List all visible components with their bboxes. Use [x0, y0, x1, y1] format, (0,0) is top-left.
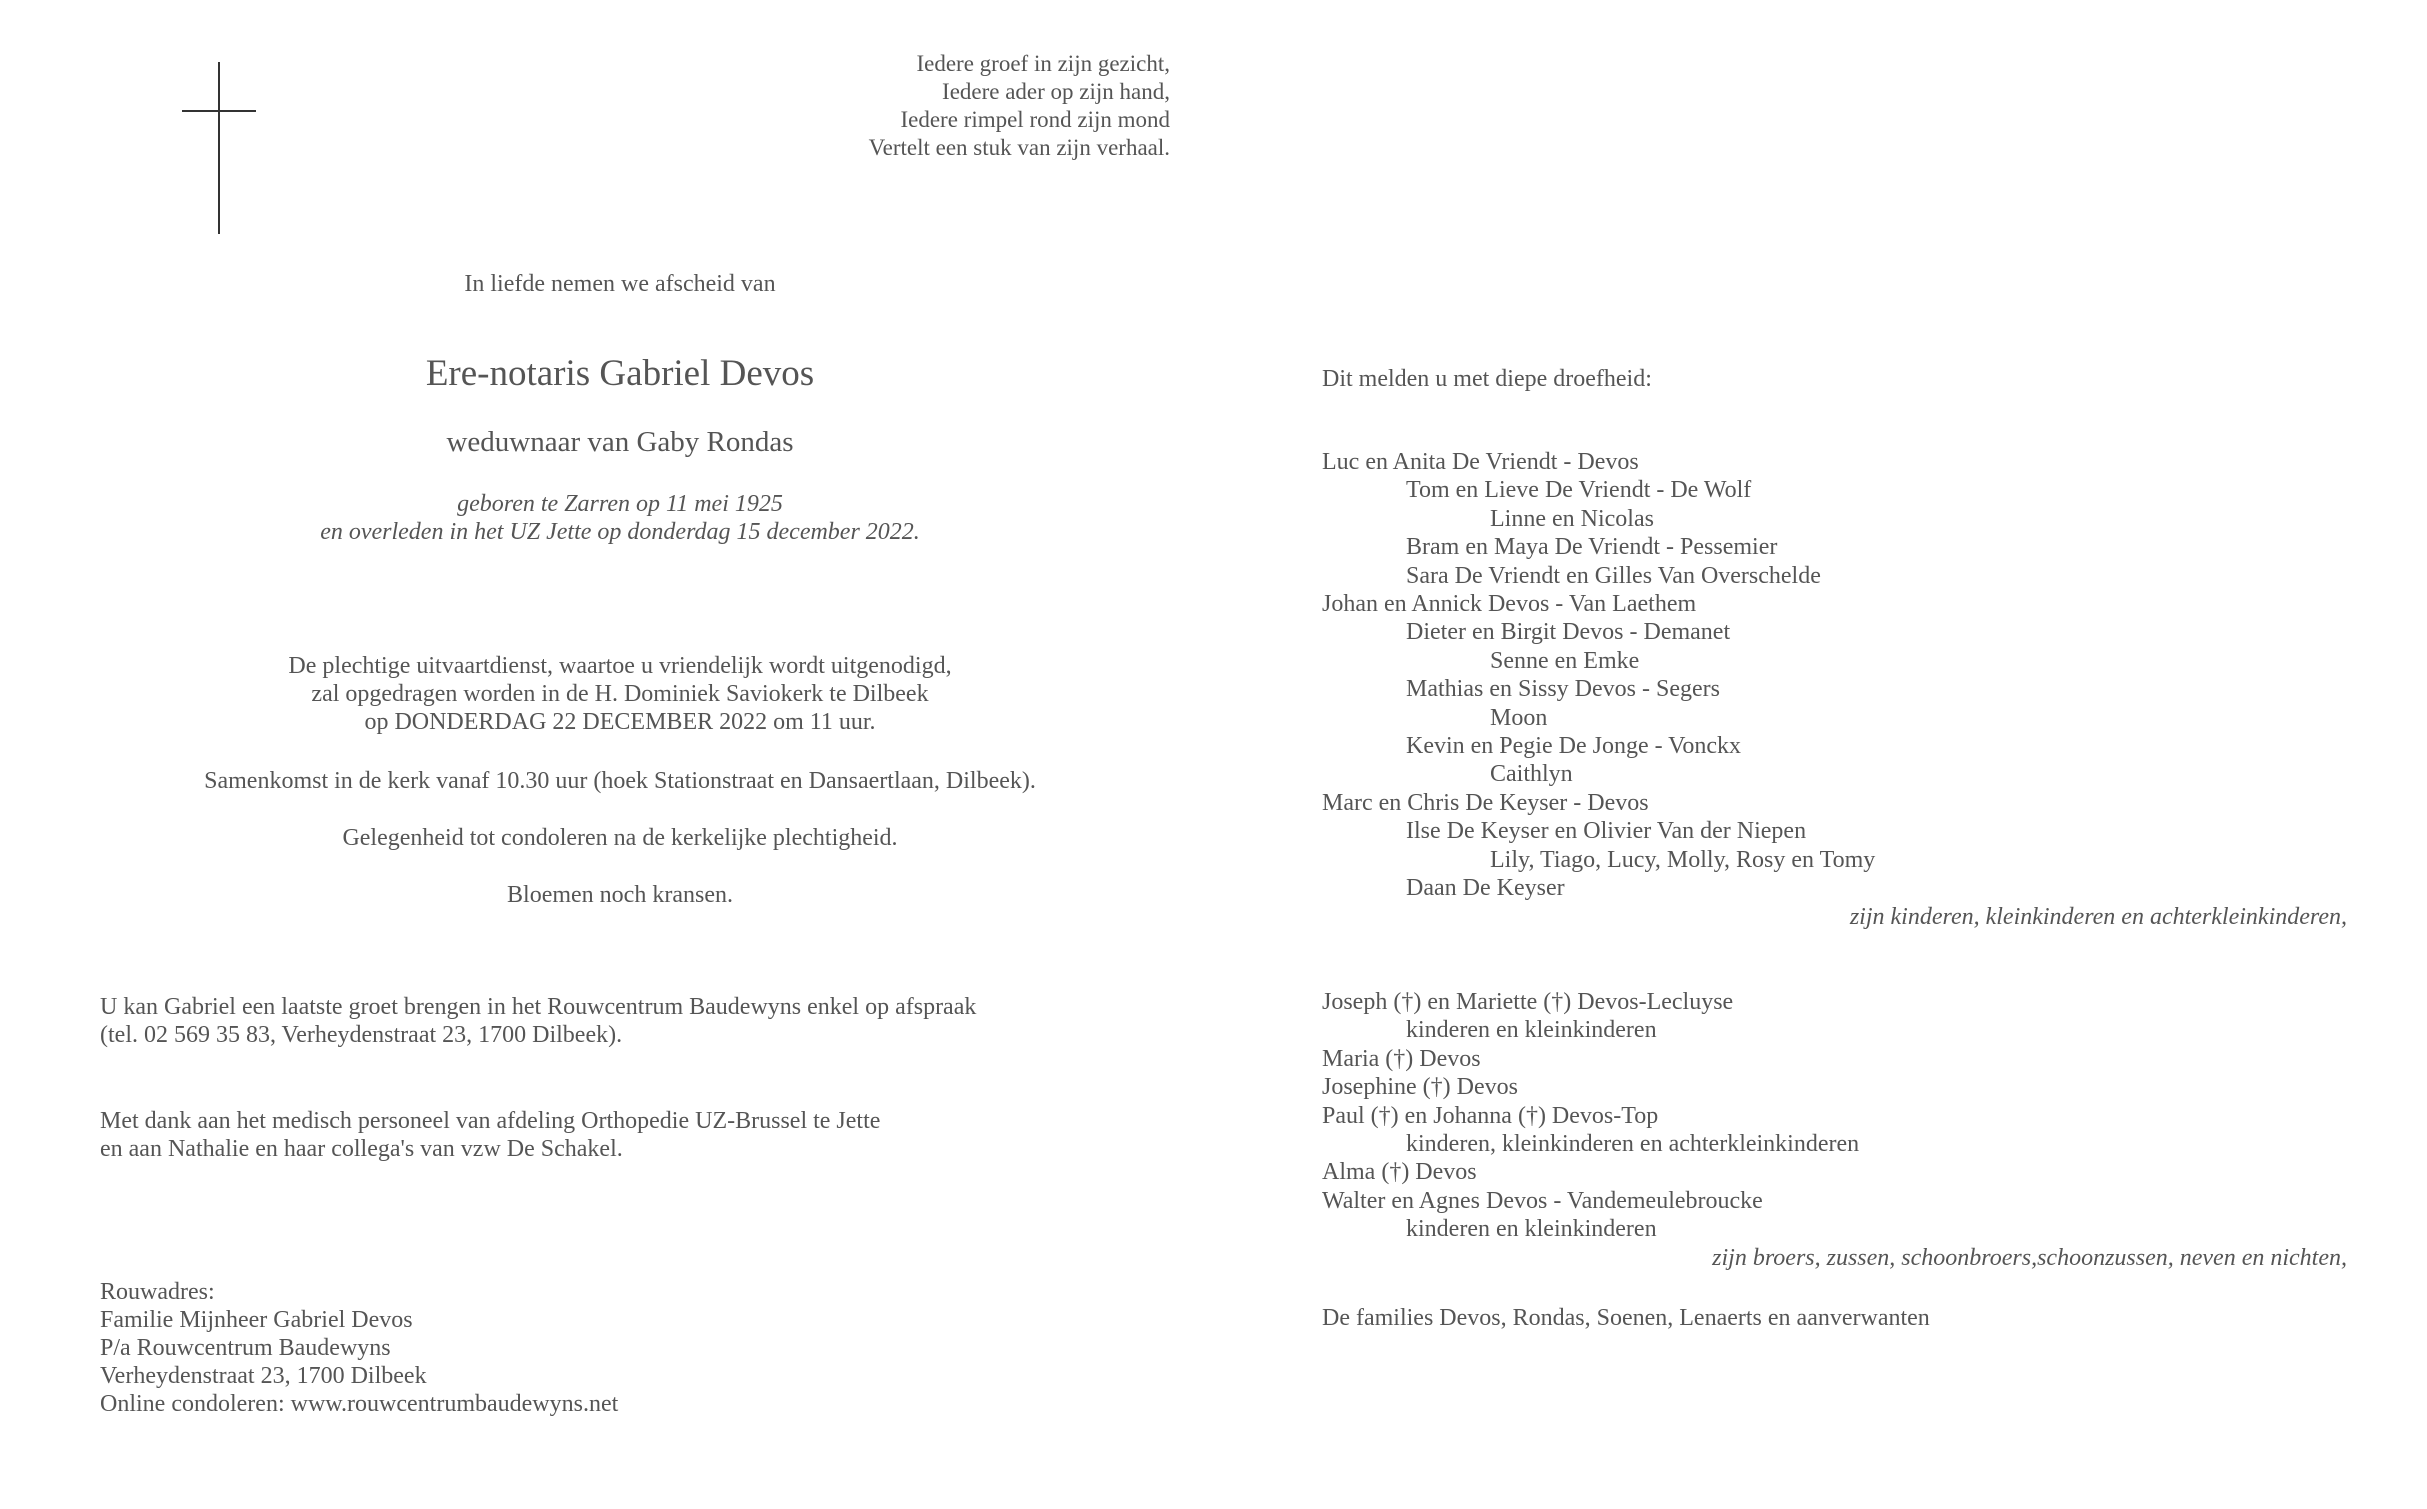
children-list — [1322, 448, 2347, 931]
family-entry: Tom en Lieve De Vriendt - De Wolf — [1406, 477, 1752, 504]
siblings-summary: zijn broers, zussen, schoonbroers,schoonzussen, neven en nichten, — [1712, 1244, 2347, 1271]
family-entry: kinderen en kleinkinderen — [1406, 1216, 1657, 1243]
family-entry: kinderen, kleinkinderen en achterkleinkinderen — [1406, 1131, 1860, 1158]
family-entry: Bram en Maya De Vriendt - Pessemier — [1406, 534, 1778, 561]
condolence-note: Gelegenheid tot condoleren na de kerkelijke plechtigheid. — [342, 825, 898, 851]
birth-line: geboren te Zarren op 11 mei 1925 — [457, 491, 783, 517]
family-entry: Mathias en Sissy Devos - Segers — [1406, 676, 1720, 703]
family-entry: Linne en Nicolas — [1490, 505, 1654, 532]
family-entry: Joseph (†) en Mariette (†) Devos-Lecluyse — [1322, 989, 1734, 1015]
family-entry: Luc en Anita De Vriendt - Devos — [1322, 449, 1639, 475]
siblings-list — [1322, 988, 2347, 1272]
family-entry: Daan De Keyser — [1406, 875, 1565, 902]
children-summary: zijn kinderen, kleinkinderen en achterkleinkinderen, — [1849, 903, 2347, 930]
family-entry: Lily, Tiago, Lucy, Molly, Rosy en Tomy — [1490, 846, 1876, 873]
address-line: Verheydenstraat 23, 1700 Dilbeek — [100, 1363, 427, 1389]
widower-note: weduwnaar van Gaby Rondas — [446, 426, 794, 458]
mourning-address — [100, 1278, 1140, 1418]
service-line: De plechtige uitvaartdienst, waartoe u vriendelijk wordt uitgenodigd, — [288, 653, 952, 679]
family-entry: Johan en Annick Devos - Van Laethem — [1322, 591, 1697, 618]
family-entry: Dieter en Birgit Devos - Demanet — [1406, 619, 1731, 646]
service-line: op DONDERDAG 22 DECEMBER 2022 om 11 uur. — [364, 709, 876, 735]
birth-death-details — [100, 490, 1140, 546]
cross-vertical-bar — [218, 62, 220, 234]
thanks-line: Met dank aan het medisch personeel van afdeling Orthopedie UZ-Brussel te Jette — [100, 1108, 881, 1134]
family-entry: Josephine (†) Devos — [1322, 1074, 1518, 1101]
deceased-name: Ere-notaris Gabriel Devos — [425, 353, 815, 394]
online-condolence-line: Online condoleren: www.rouwcentrumbaudewyns.net — [100, 1391, 619, 1417]
funeral-service — [100, 652, 1140, 736]
death-line: en overleden in het UZ Jette op donderdag 15 december 2022. — [320, 519, 920, 545]
family-entry: Ilse De Keyser en Olivier Van der Niepen — [1406, 818, 1807, 845]
announcement-heading: Dit melden u met diepe droefheid: — [1322, 366, 1652, 392]
visitation-line: U kan Gabriel een laatste groet brengen in het Rouwcentrum Baudewyns enkel op afspraak — [100, 994, 977, 1020]
family-entry: Moon — [1490, 704, 1548, 731]
visitation-line: (tel. 02 569 35 83, Verheydenstraat 23, 1700 Dilbeek). — [100, 1022, 623, 1048]
poem-line: Vertelt een stuk van zijn verhaal. — [868, 135, 1170, 160]
poem-line: Iedere groef in zijn gezicht, — [916, 51, 1170, 76]
cross-symbol — [182, 62, 256, 234]
family-entry: Caithlyn — [1490, 761, 1573, 788]
service-line: zal opgedragen worden in de H. Dominiek Saviokerk te Dilbeek — [311, 681, 929, 707]
gathering-note: Samenkomst in de kerk vanaf 10.30 uur (hoek Stationstraat en Dansaertlaan, Dilbeek). — [204, 768, 1036, 794]
family-entry: Sara De Vriendt en Gilles Van Overschelde — [1406, 562, 1821, 589]
poem-line: Iedere rimpel rond zijn mond — [900, 107, 1170, 132]
family-entry: Marc en Chris De Keyser - Devos — [1322, 789, 1649, 816]
family-entry: Senne en Emke — [1490, 647, 1640, 674]
thanks-line: en aan Nathalie en haar collega's van vzw De Schakel. — [100, 1136, 623, 1162]
family-entry: Walter en Agnes Devos - Vandemeulebroucke — [1322, 1187, 1763, 1214]
family-entry: Kevin en Pegie De Jonge - Vonckx — [1406, 733, 1742, 760]
address-line: P/a Rouwcentrum Baudewyns — [100, 1335, 391, 1361]
cross-horizontal-bar — [182, 110, 256, 112]
family-entry: kinderen en kleinkinderen — [1406, 1017, 1657, 1044]
address-heading: Rouwadres: — [100, 1279, 215, 1305]
visitation-note — [100, 993, 1140, 1049]
thanks-note — [100, 1107, 1140, 1163]
poem-line: Iedere ader op zijn hand, — [942, 79, 1170, 104]
extended-families-note: De families Devos, Rondas, Soenen, Lenaerts en aanverwanten — [1322, 1305, 1930, 1331]
memorial-poem — [740, 50, 1170, 162]
farewell-intro: In liefde nemen we afscheid van — [464, 271, 776, 297]
family-entry: Maria (†) Devos — [1322, 1045, 1481, 1072]
flowers-note: Bloemen noch kransen. — [507, 882, 733, 908]
family-entry: Alma (†) Devos — [1322, 1159, 1477, 1186]
address-line: Familie Mijnheer Gabriel Devos — [100, 1307, 413, 1333]
family-entry: Paul (†) en Johanna (†) Devos-Top — [1322, 1102, 1659, 1129]
